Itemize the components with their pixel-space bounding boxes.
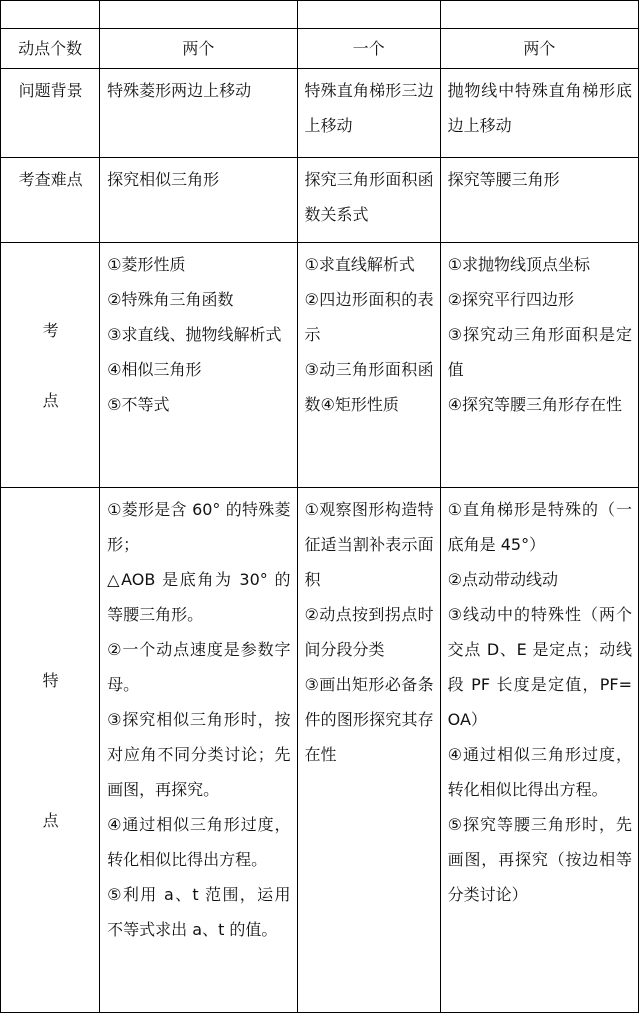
list-item: ⑤利用 a、t 范围，运用不等式求出 a、t 的值。 [107,885,291,939]
list-item: ⑤不等式 [107,395,170,414]
empty-cell [100,1,297,29]
list-item: ③探究动三角形面积是定值 [447,325,632,379]
background-col3: 特殊直角梯形三边上移动 [297,69,440,158]
list-item: ④通过相似三角形过度，转化相似比得出方程。 [107,815,291,869]
header-col3: 一个 [297,29,440,69]
list-item: ①菱形是含 60° 的特殊菱形； [107,500,291,554]
empty-cell [1,1,100,29]
list-item: ②四边形面积的表示 [304,290,434,344]
difficulty-label: 考查难点 [1,158,100,243]
exam-points-col2 [100,243,297,488]
list-item: ③动三角形面积函数④矩形性质 [304,360,434,414]
empty-row [1,1,639,29]
background-col4: 抛物线中特殊直角梯形底边上移动 [440,69,638,158]
features-row [1,488,639,1013]
header-label: 动点个数 [1,29,100,69]
exam-points-label-top: 考 [42,320,59,340]
list-item: ②探究平行四边形 [447,290,574,309]
features-label-top: 特 [42,670,59,690]
list-item: ④探究等腰三角形存在性 [447,395,622,414]
exam-points-col4 [440,243,638,488]
features-col3 [297,488,440,1013]
background-label: 问题背景 [1,69,100,158]
list-item: ②动点按到拐点时间分段分类 [304,605,434,659]
exam-points-label [1,243,100,488]
list-item: △AOB 是底角为 30° 的等腰三角形。 [107,570,291,624]
list-item: ①求抛物线顶点坐标 [447,255,590,274]
empty-cell [297,1,440,29]
difficulty-col2: 探究相似三角形 [100,158,297,243]
features-label [1,488,100,1013]
background-col2: 特殊菱形两边上移动 [100,69,297,158]
list-item: ①直角梯形是特殊的（一底角是 45°） [447,500,632,554]
features-col2 [100,488,297,1013]
list-item: ③探究相似三角形时，按对应角不同分类讨论；先画图，再探究。 [107,710,291,799]
list-item: ④通过相似三角形过度，转化相似比得出方程。 [447,745,632,799]
empty-cell [440,1,638,29]
difficulty-col4: 探究等腰三角形 [440,158,638,243]
exam-points-col3 [297,243,440,488]
list-item: ②一个动点速度是参数字母。 [107,640,291,694]
list-item: ③线动中的特殊性（两个交点 D、E 是定点；动线段 PF 长度是定值，PF=OA） [447,605,632,729]
list-item: ②点动带动线动 [447,570,558,589]
list-item: ③求直线、抛物线解析式 [107,325,282,344]
header-col2: 两个 [100,29,297,69]
difficulty-row [1,158,639,243]
background-row [1,69,639,158]
header-row [1,29,639,69]
features-col4 [440,488,638,1013]
list-item: ⑤探究等腰三角形时，先画图，再探究（按边相等分类讨论） [447,815,632,904]
exam-points-row [1,243,639,488]
header-col4: 两个 [440,29,638,69]
list-item: ③画出矩形必备条件的图形探究其存在性 [304,675,434,764]
difficulty-col3: 探究三角形面积函数关系式 [297,158,440,243]
list-item: ①观察图形构造特征适当割补表示面积 [304,500,434,589]
list-item: ①求直线解析式 [304,255,415,274]
list-item: ④相似三角形 [107,360,202,379]
features-label-bottom: 点 [42,810,59,830]
list-item: ①菱形性质 [107,255,186,274]
list-item: ②特殊角三角函数 [107,290,234,309]
exam-points-label-bottom: 点 [42,390,59,410]
